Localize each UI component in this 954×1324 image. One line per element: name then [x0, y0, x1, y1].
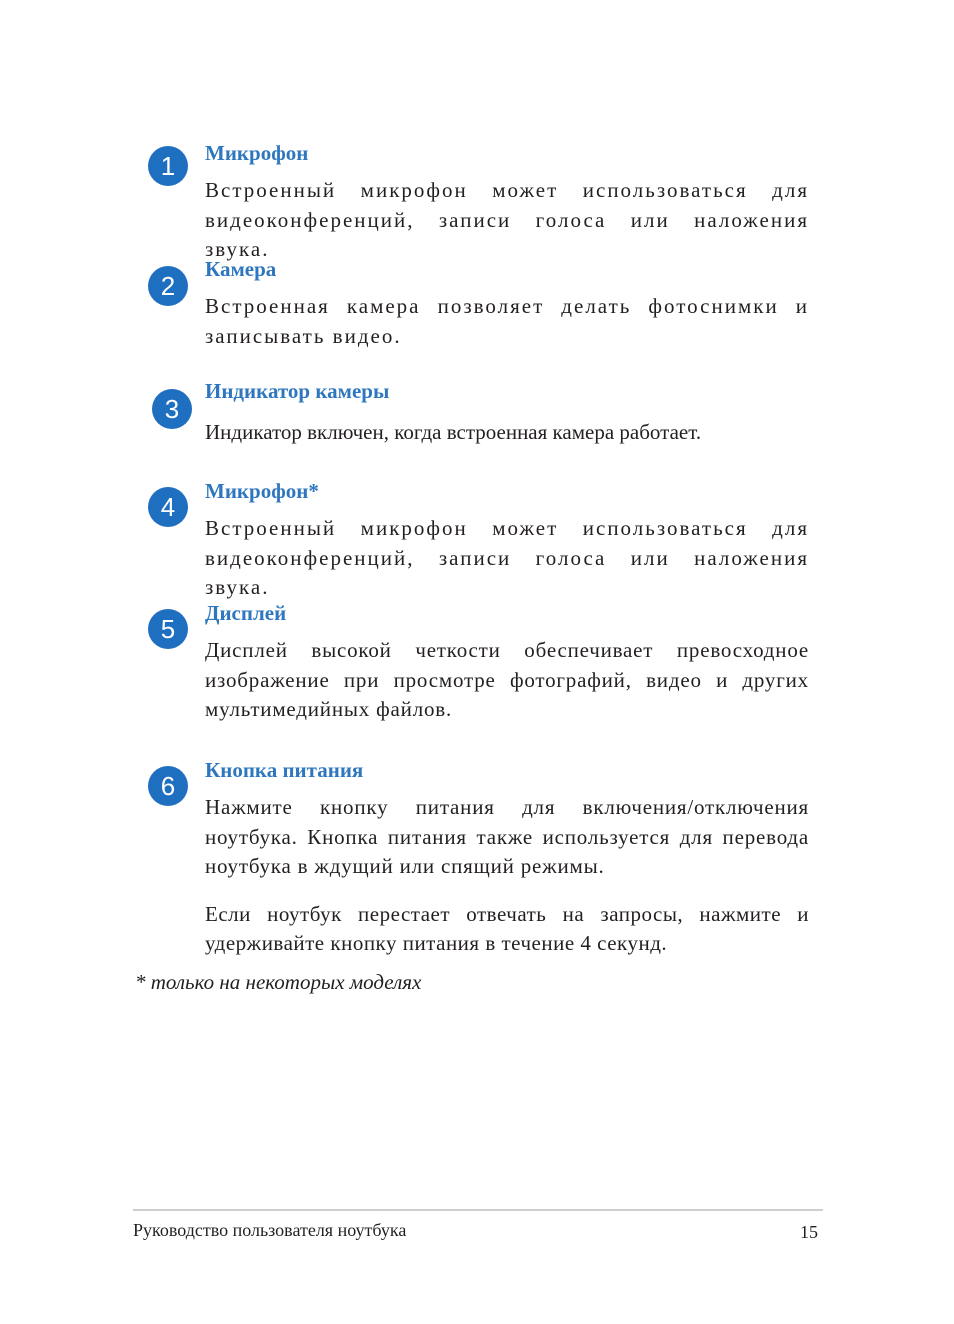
item-description: Встроенная камера позволяет делать фотоснимки и записывать видео.: [205, 294, 809, 348]
number-badge-1: 1: [148, 146, 188, 186]
item-description: Нажмите кнопку питания для включения/отключения ноутбука. Кнопка питания также используется для перевода ноутбука в ждущий или спящий режимы.: [205, 795, 809, 878]
number-badge-2: 2: [148, 266, 188, 306]
item-title: Кнопка питания: [205, 758, 364, 782]
footer-divider: [133, 1209, 823, 1211]
item-camera-indicator: [164, 378, 809, 448]
number-badge-3: 3: [152, 389, 192, 429]
item-camera: [160, 256, 809, 351]
item-microphone-optional: [160, 478, 809, 603]
item-title: Микрофон: [205, 141, 309, 165]
item-description: Встроенный микрофон может использоваться для видеоконференций, записи голоса или наложения звука.: [205, 516, 809, 599]
item-display: [160, 600, 809, 725]
footnote: * только на некоторых моделях: [135, 970, 422, 994]
item-microphone: [160, 140, 809, 265]
item-description: Дисплей высокой четкости обеспечивает превосходное изображение при просмотре фотографий, видео и других мультимедийных файлов.: [205, 638, 809, 721]
number-badge-6: 6: [148, 766, 188, 806]
number-badge-4: 4: [148, 487, 188, 527]
item-title: Дисплей: [205, 601, 287, 625]
item-title: Камера: [205, 257, 277, 281]
item-description: Встроенный микрофон может использоваться для видеоконференций, записи голоса или наложения звука.: [205, 178, 809, 261]
number-badge-5: 5: [148, 609, 188, 649]
item-title: Микрофон*: [205, 479, 319, 503]
item-title: Индикатор камеры: [205, 379, 390, 403]
item-description: Индикатор включен, когда встроенная камера работает.: [205, 420, 702, 444]
item-power-button: [160, 757, 809, 959]
footer-title: Руководство пользователя ноутбука: [133, 1220, 407, 1240]
item-description-extra: Если ноутбук перестает отвечать на запросы, нажмите и удерживайте кнопку питания в течение 4 секунд.: [205, 901, 809, 955]
page-number: 15: [800, 1222, 818, 1242]
